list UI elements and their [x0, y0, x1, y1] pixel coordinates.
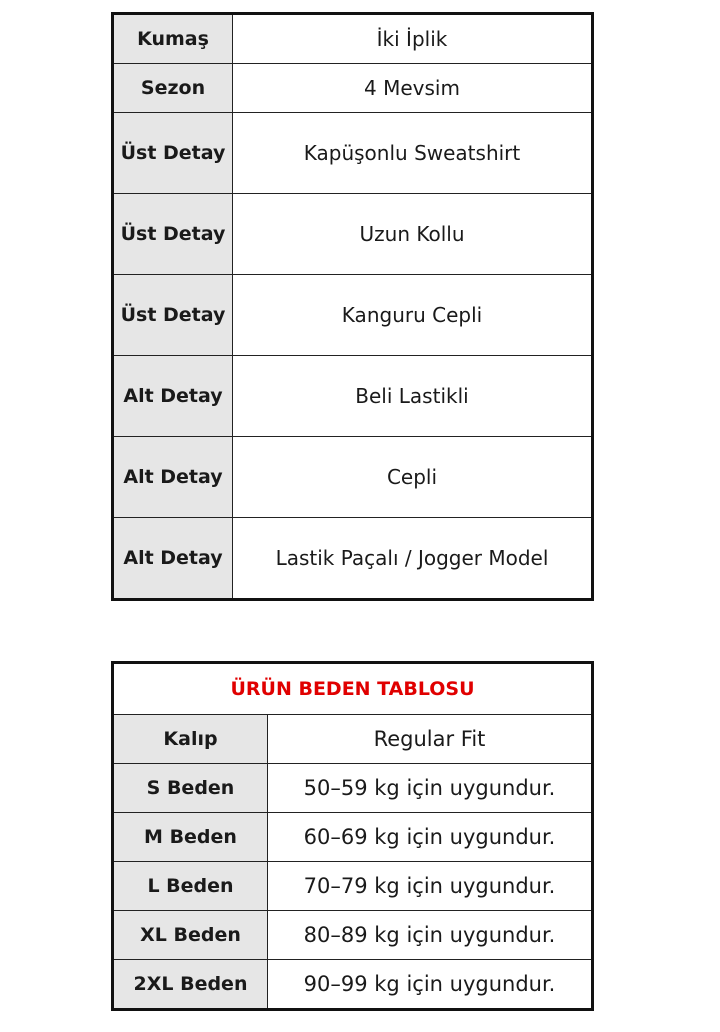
- table-row: [113, 64, 593, 113]
- size-chart-title: ÜRÜN BEDEN TABLOSU: [113, 663, 593, 715]
- table-row: [113, 518, 593, 600]
- attribute-value: 4 Mevsim: [233, 64, 593, 113]
- size-value: 90–99 kg için uygundur.: [268, 960, 593, 1010]
- attribute-label: Üst Detay: [113, 275, 233, 356]
- size-label: M Beden: [113, 813, 268, 862]
- table-row: [113, 911, 593, 960]
- table-row: [113, 862, 593, 911]
- attribute-label: Alt Detay: [113, 437, 233, 518]
- table-row: [113, 960, 593, 1010]
- attribute-value: Uzun Kollu: [233, 194, 593, 275]
- attribute-label: Sezon: [113, 64, 233, 113]
- size-label: Kalıp: [113, 715, 268, 764]
- table-row: [113, 437, 593, 518]
- table-title-row: [113, 663, 593, 715]
- attribute-value: Kanguru Cepli: [233, 275, 593, 356]
- attribute-label: Kumaş: [113, 14, 233, 64]
- table-row: [113, 715, 593, 764]
- table-row: [113, 14, 593, 64]
- table-row: [113, 813, 593, 862]
- size-value: 50–59 kg için uygundur.: [268, 764, 593, 813]
- product-attributes-table: [111, 12, 594, 601]
- size-value: 60–69 kg için uygundur.: [268, 813, 593, 862]
- size-label: XL Beden: [113, 911, 268, 960]
- attribute-label: Üst Detay: [113, 194, 233, 275]
- table-row: [113, 194, 593, 275]
- size-label: S Beden: [113, 764, 268, 813]
- size-label: 2XL Beden: [113, 960, 268, 1010]
- size-value: 80–89 kg için uygundur.: [268, 911, 593, 960]
- attribute-label: Alt Detay: [113, 518, 233, 600]
- size-value: 70–79 kg için uygundur.: [268, 862, 593, 911]
- attribute-label: Alt Detay: [113, 356, 233, 437]
- attribute-value: İki İplik: [233, 14, 593, 64]
- size-value: Regular Fit: [268, 715, 593, 764]
- size-chart-table: [111, 661, 594, 1011]
- attribute-value: Beli Lastikli: [233, 356, 593, 437]
- attribute-value: Lastik Paçalı / Jogger Model: [233, 518, 593, 600]
- table-row: [113, 113, 593, 194]
- table-row: [113, 275, 593, 356]
- table-row: [113, 356, 593, 437]
- attribute-value: Cepli: [233, 437, 593, 518]
- size-label: L Beden: [113, 862, 268, 911]
- table-row: [113, 764, 593, 813]
- attribute-value: Kapüşonlu Sweatshirt: [233, 113, 593, 194]
- attribute-label: Üst Detay: [113, 113, 233, 194]
